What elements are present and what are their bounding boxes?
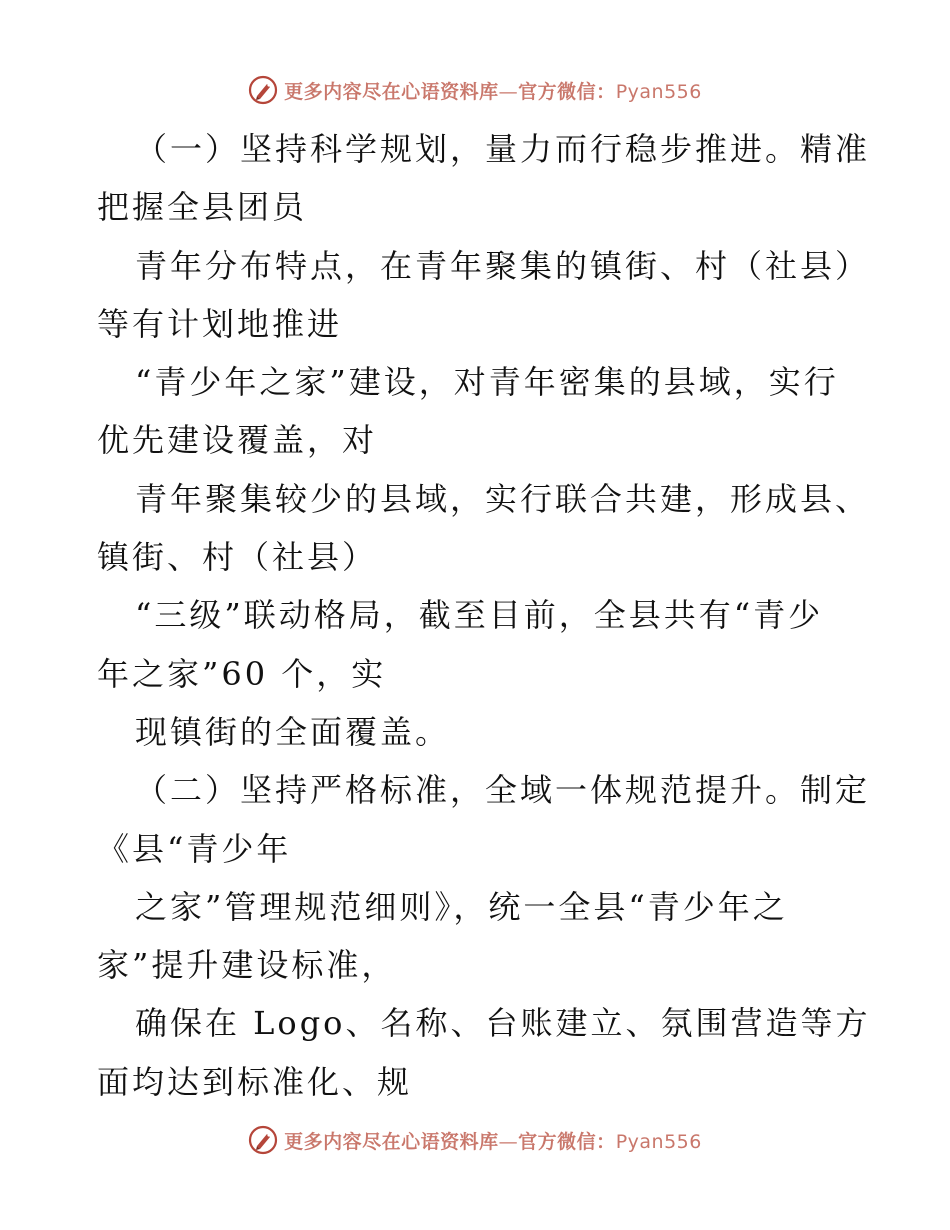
watermark-text: 更多内容尽在心语资料库—官方微信：Pyan556 [284, 1130, 702, 1153]
text-line: “青少年之家”建设，对青年密集的县域，实行 [135, 363, 839, 402]
text-line: 把握全县团员 [97, 188, 308, 227]
text-line: 现镇街的全面覆盖。 [135, 712, 451, 751]
pen-logo-icon [248, 75, 278, 105]
watermark-text: 更多内容尽在心语资料库—官方微信：Pyan556 [284, 80, 702, 103]
text-line: 优先建设覆盖，对 [97, 421, 378, 460]
pen-logo-icon [248, 1125, 278, 1155]
text-line: 确保在 Logo、名称、台账建立、氛围营造等方 [135, 1004, 871, 1043]
text-line: 青年分布特点，在青年聚集的镇街、村（社县） [135, 246, 871, 285]
text-line: （一）坚持科学规划，量力而行稳步推进。精准 [135, 130, 871, 168]
document-body [97, 120, 871, 1111]
text-line: 镇街、村（社县） [97, 538, 378, 577]
text-line: “三级”联动格局，截至目前，全县共有“青少 [135, 596, 824, 635]
text-line: 家”提升建设标准， [97, 946, 397, 985]
text-line: 之家”管理规范细则》，统一全县“青少年之 [135, 887, 788, 926]
text-line: 《县“青少年 [97, 829, 292, 868]
text-line: 等有计划地推进 [97, 304, 343, 343]
header-watermark [0, 70, 950, 110]
footer-watermark [0, 1120, 950, 1160]
text-line: 青年聚集较少的县域，实行联合共建，形成县、 [135, 479, 871, 518]
text-line: （二）坚持严格标准，全域一体规范提升。制定 [135, 771, 871, 810]
text-line: 面均达到标准化、规 [97, 1062, 413, 1101]
text-line: 年之家”60 个，实 [97, 654, 387, 693]
